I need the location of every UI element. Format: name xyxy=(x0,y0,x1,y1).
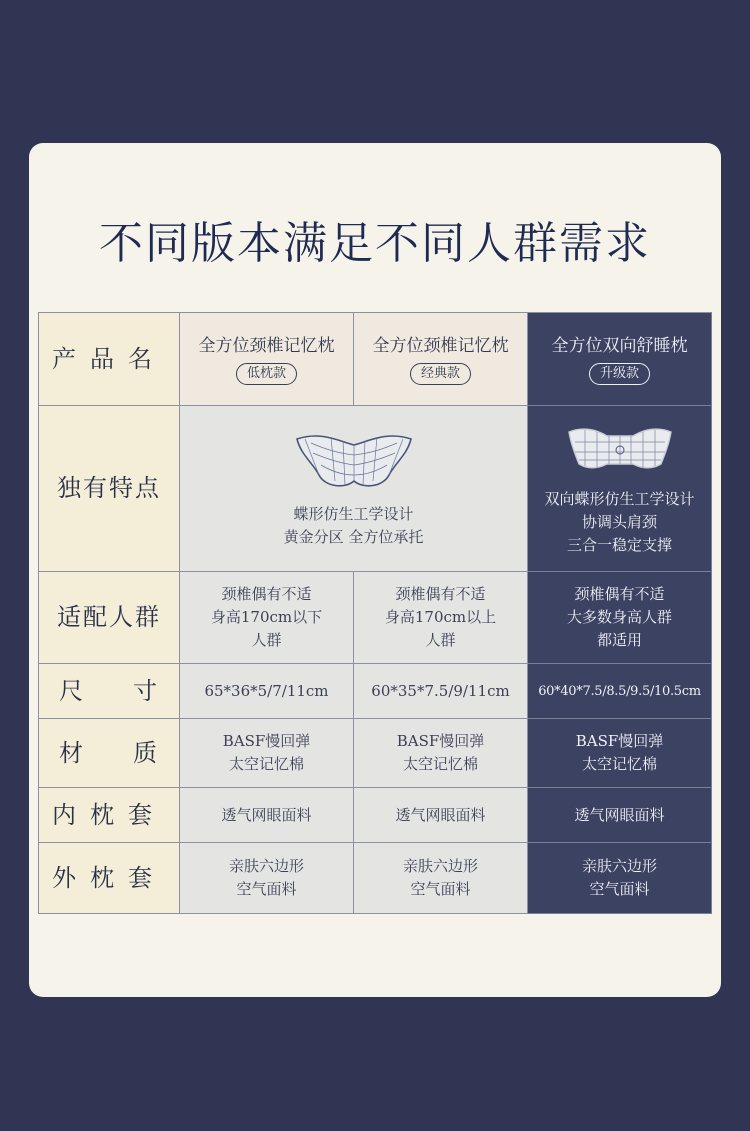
outer-cell-classic xyxy=(354,843,528,914)
features-cell-upgrade xyxy=(528,406,712,572)
inner-cell-classic: 透气网眼面料 xyxy=(354,788,528,843)
label-char: 尺 xyxy=(59,676,85,705)
row-label-product: 产品名 xyxy=(38,312,180,406)
feature-line: 三合一稳定支撑 xyxy=(566,536,672,554)
fit-line: 人群 xyxy=(425,631,456,649)
product-name: 全方位颈椎记忆枕 xyxy=(372,336,509,356)
size-cell-low: 65*36*5/7/11cm xyxy=(180,664,354,719)
features-cell-shared xyxy=(180,406,528,572)
fit-cell-classic xyxy=(354,572,528,664)
fit-line: 颈椎偶有不适 xyxy=(221,585,312,603)
product-cell-low xyxy=(180,312,354,406)
butterfly-pillow-icon xyxy=(291,429,417,495)
material-cell-upgrade xyxy=(528,719,712,788)
fit-line: 身高170cm以上 xyxy=(384,608,497,626)
inner-cell-upgrade: 透气网眼面料 xyxy=(528,788,712,843)
fit-line: 大多数身高人群 xyxy=(566,608,672,626)
double-butterfly-pillow-icon xyxy=(565,420,675,480)
row-label-material xyxy=(38,719,180,788)
row-label-outer-cover: 外枕套 xyxy=(38,843,180,914)
row-label-size xyxy=(38,664,180,719)
product-cell-upgrade xyxy=(528,312,712,406)
material-cell-low xyxy=(180,719,354,788)
product-cell-classic xyxy=(354,312,528,406)
fit-line: 颈椎偶有不适 xyxy=(395,585,486,603)
outer-line: 空气面料 xyxy=(589,880,650,898)
material-line: 太空记忆棉 xyxy=(402,755,478,773)
comparison-table xyxy=(38,312,712,914)
feature-line: 双向蝶形仿生工学设计 xyxy=(544,490,695,508)
outer-line: 亲肤六边形 xyxy=(228,857,304,875)
fit-line: 都适用 xyxy=(596,631,642,649)
feature-line: 黄金分区 全方位承托 xyxy=(283,527,424,546)
label-char: 材 xyxy=(59,738,85,767)
material-line: 太空记忆棉 xyxy=(228,755,304,773)
version-badge: 升级款 xyxy=(589,363,650,385)
material-line: BASF慢回弹 xyxy=(575,732,664,750)
fit-cell-upgrade xyxy=(528,572,712,664)
version-badge: 低枕款 xyxy=(236,363,297,385)
row-label-features: 独有特点 xyxy=(38,406,180,572)
feature-line: 蝶形仿生工学设计 xyxy=(293,504,414,523)
feature-line: 协调头肩颈 xyxy=(581,513,657,531)
material-line: BASF慢回弹 xyxy=(396,732,485,750)
product-name: 全方位颈椎记忆枕 xyxy=(198,336,335,356)
inner-cell-low: 透气网眼面料 xyxy=(180,788,354,843)
outer-line: 空气面料 xyxy=(236,880,297,898)
outer-line: 亲肤六边形 xyxy=(581,857,657,875)
fit-line: 人群 xyxy=(251,631,282,649)
row-label-inner-cover: 内枕套 xyxy=(38,788,180,843)
outer-cell-low xyxy=(180,843,354,914)
material-line: 太空记忆棉 xyxy=(581,755,657,773)
outer-line: 空气面料 xyxy=(410,880,471,898)
fit-cell-low xyxy=(180,572,354,664)
label-char: 寸 xyxy=(133,676,159,705)
outer-cell-upgrade xyxy=(528,843,712,914)
product-name: 全方位双向舒睡枕 xyxy=(551,336,688,356)
label-char: 质 xyxy=(133,738,159,767)
material-cell-classic xyxy=(354,719,528,788)
size-cell-upgrade: 60*40*7.5/8.5/9.5/10.5cm xyxy=(528,664,712,719)
row-label-fit: 适配人群 xyxy=(38,572,180,664)
material-line: BASF慢回弹 xyxy=(222,732,311,750)
size-cell-classic: 60*35*7.5/9/11cm xyxy=(354,664,528,719)
page-title: 不同版本满足不同人群需求 xyxy=(99,218,651,269)
fit-line: 身高170cm以下 xyxy=(210,608,323,626)
fit-line: 颈椎偶有不适 xyxy=(574,585,665,603)
outer-line: 亲肤六边形 xyxy=(402,857,478,875)
version-badge: 经典款 xyxy=(410,363,471,385)
